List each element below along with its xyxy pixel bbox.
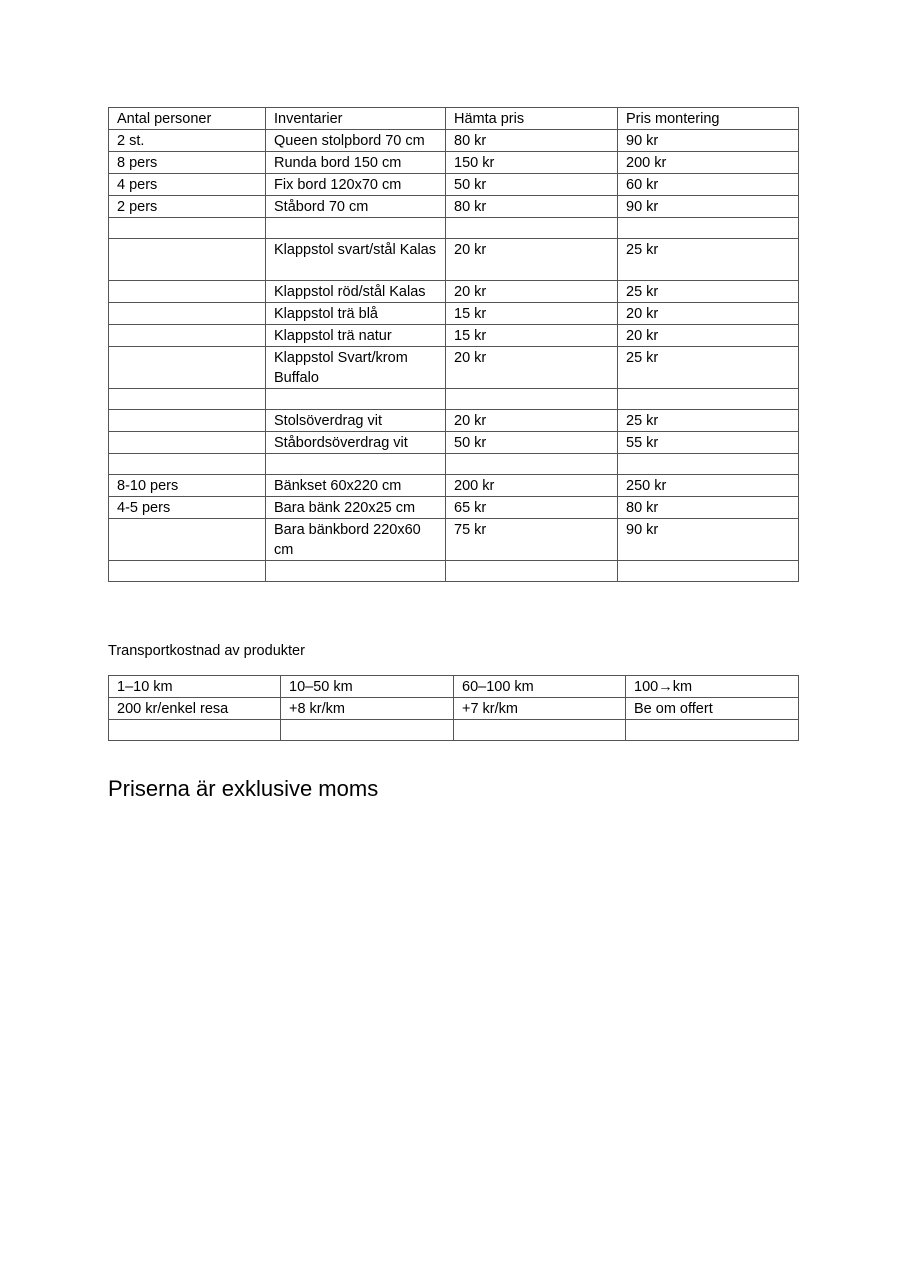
pickup-price-cell: 20 kr (446, 347, 618, 389)
item-cell: Klappstol röd/stål Kalas (266, 281, 446, 303)
table-row (109, 325, 799, 347)
pickup-price-cell (446, 454, 618, 475)
mounting-price-cell: 250 kr (618, 475, 799, 497)
mounting-price-cell: 55 kr (618, 432, 799, 454)
persons-cell (109, 561, 266, 582)
table-row (109, 432, 799, 454)
header-cell: Antal personer (109, 108, 266, 130)
transport-price-cell (626, 720, 799, 741)
item-cell: Bänkset 60x220 cm (266, 475, 446, 497)
transport-price-cell (454, 720, 626, 741)
table-header-row (109, 676, 799, 698)
header-cell: Pris montering (618, 108, 799, 130)
table-row-empty (109, 720, 799, 741)
item-cell: Bara bänk 220x25 cm (266, 497, 446, 519)
transport-price-cell: Be om offert (626, 698, 799, 720)
table-row (109, 698, 799, 720)
persons-cell (109, 303, 266, 325)
distance-header-cell: 10–50 km (281, 676, 454, 698)
pickup-price-cell: 65 kr (446, 497, 618, 519)
persons-cell (109, 519, 266, 561)
mounting-price-cell: 80 kr (618, 497, 799, 519)
table-row (109, 497, 799, 519)
persons-cell (109, 454, 266, 475)
header-cell: Hämta pris (446, 108, 618, 130)
pickup-price-cell: 50 kr (446, 174, 618, 196)
transport-price-cell: +7 kr/km (454, 698, 626, 720)
item-cell: Fix bord 120x70 cm (266, 174, 446, 196)
transport-price-cell: +8 kr/km (281, 698, 454, 720)
transport-price-cell (281, 720, 454, 741)
distance-header-cell: 100→km (626, 676, 799, 698)
mounting-price-cell: 200 kr (618, 152, 799, 174)
persons-cell: 2 st. (109, 130, 266, 152)
vat-note: Priserna är exklusive moms (108, 776, 379, 801)
persons-cell: 8-10 pers (109, 475, 266, 497)
table-row (109, 347, 799, 389)
pickup-price-cell (446, 561, 618, 582)
item-cell (266, 561, 446, 582)
persons-cell (109, 325, 266, 347)
persons-cell: 2 pers (109, 196, 266, 218)
item-cell: Bara bänkbord 220x60 cm (266, 519, 446, 561)
item-cell: Stolsöverdrag vit (266, 410, 446, 432)
item-cell: Klappstol Svart/krom Buffalo (266, 347, 446, 389)
pickup-price-cell: 20 kr (446, 410, 618, 432)
mounting-price-cell: 25 kr (618, 410, 799, 432)
persons-cell (109, 410, 266, 432)
pickup-price-cell (446, 389, 618, 410)
mounting-price-cell (618, 561, 799, 582)
mounting-price-cell: 20 kr (618, 303, 799, 325)
mounting-price-cell: 90 kr (618, 196, 799, 218)
pickup-price-cell: 75 kr (446, 519, 618, 561)
mounting-price-cell: 25 kr (618, 239, 799, 281)
distance-header-cell: 60–100 km (454, 676, 626, 698)
price-table (108, 107, 799, 582)
mounting-price-cell: 25 kr (618, 281, 799, 303)
pickup-price-cell: 20 kr (446, 239, 618, 281)
persons-cell (109, 432, 266, 454)
pickup-price-cell (446, 218, 618, 239)
pickup-price-cell: 15 kr (446, 303, 618, 325)
pickup-price-cell: 15 kr (446, 325, 618, 347)
table-row (109, 519, 799, 561)
table-row (109, 410, 799, 432)
item-cell: Klappstol trä natur (266, 325, 446, 347)
persons-cell (109, 239, 266, 281)
transport-price-cell (109, 720, 281, 741)
mounting-price-cell: 90 kr (618, 130, 799, 152)
table-row (109, 174, 799, 196)
persons-cell (109, 347, 266, 389)
item-cell: Klappstol svart/stål Kalas (266, 239, 446, 281)
table-row (109, 130, 799, 152)
transport-price-cell: 200 kr/enkel resa (109, 698, 281, 720)
mounting-price-cell (618, 218, 799, 239)
mounting-price-cell (618, 454, 799, 475)
item-cell: Queen stolpbord 70 cm (266, 130, 446, 152)
table-row (109, 239, 799, 281)
transport-heading: Transportkostnad av produkter (108, 643, 305, 659)
persons-cell: 4 pers (109, 174, 266, 196)
item-cell: Ståbord 70 cm (266, 196, 446, 218)
pickup-price-cell: 50 kr (446, 432, 618, 454)
item-cell (266, 218, 446, 239)
mounting-price-cell: 60 kr (618, 174, 799, 196)
distance-header-cell: 1–10 km (109, 676, 281, 698)
pickup-price-cell: 200 kr (446, 475, 618, 497)
pickup-price-cell: 80 kr (446, 130, 618, 152)
table-row (109, 475, 799, 497)
pickup-price-cell: 150 kr (446, 152, 618, 174)
persons-cell (109, 389, 266, 410)
item-cell: Klappstol trä blå (266, 303, 446, 325)
persons-cell: 8 pers (109, 152, 266, 174)
item-cell: Runda bord 150 cm (266, 152, 446, 174)
mounting-price-cell: 25 kr (618, 347, 799, 389)
table-row (109, 196, 799, 218)
transport-table (108, 675, 799, 741)
item-cell (266, 454, 446, 475)
table-row (109, 281, 799, 303)
table-row-empty (109, 561, 799, 582)
persons-cell (109, 218, 266, 239)
persons-cell: 4-5 pers (109, 497, 266, 519)
table-row-empty (109, 389, 799, 410)
persons-cell (109, 281, 266, 303)
mounting-price-cell (618, 389, 799, 410)
table-row-empty (109, 454, 799, 475)
pickup-price-cell: 20 kr (446, 281, 618, 303)
table-header-row (109, 108, 799, 130)
table-row (109, 152, 799, 174)
item-cell: Ståbordsöverdrag vit (266, 432, 446, 454)
mounting-price-cell: 20 kr (618, 325, 799, 347)
pickup-price-cell: 80 kr (446, 196, 618, 218)
header-cell: Inventarier (266, 108, 446, 130)
mounting-price-cell: 90 kr (618, 519, 799, 561)
table-row-empty (109, 218, 799, 239)
table-row (109, 303, 799, 325)
item-cell (266, 389, 446, 410)
